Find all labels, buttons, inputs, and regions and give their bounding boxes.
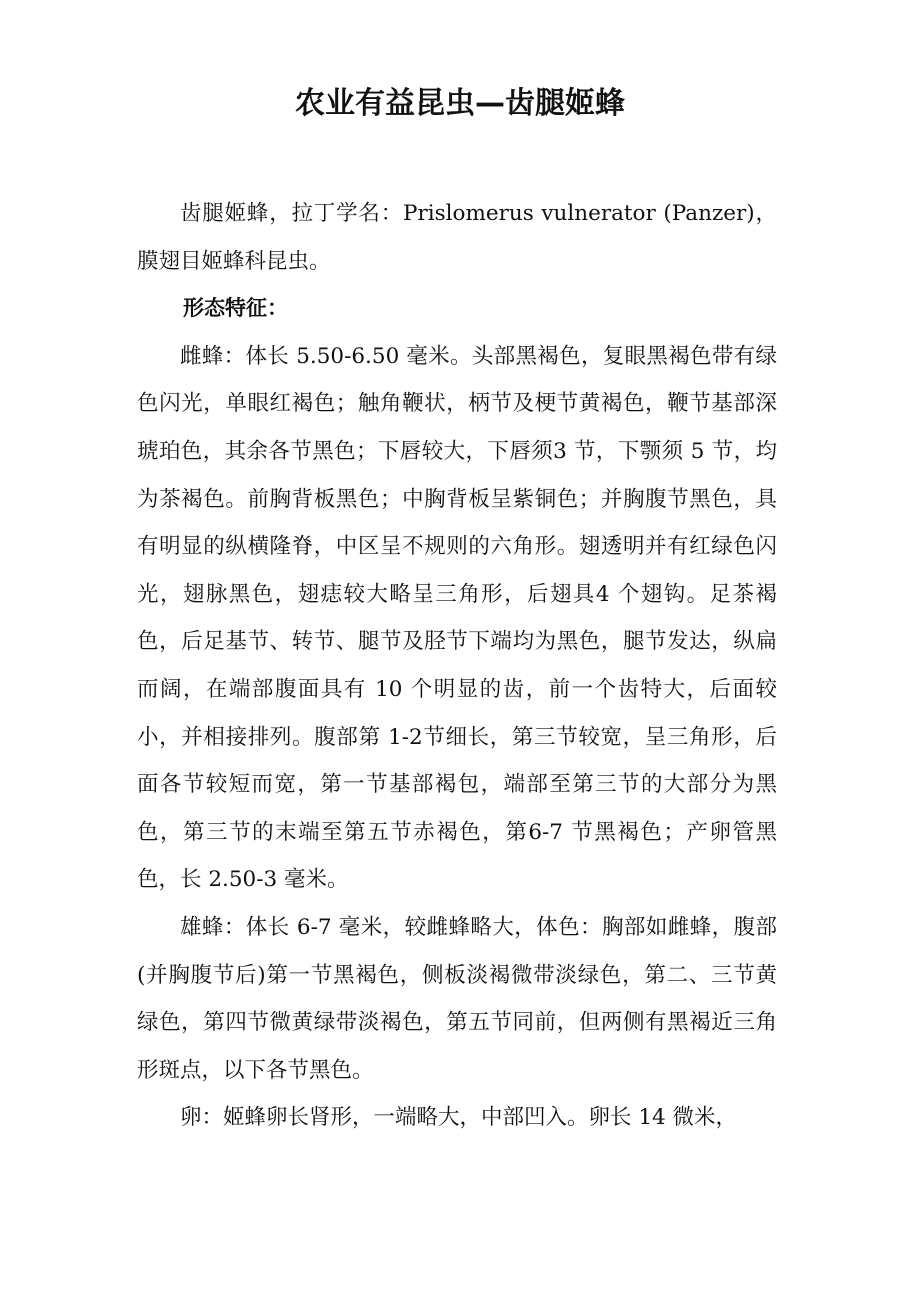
male-description-paragraph: 雄蜂：体长 6-7 毫米，较雌蜂略大，体色：胸部如雌蜂，腹部(并胸腹节后)第一节黑褐色，侧板淡褐微带淡绿色，第二、三节黄绿色，第四节微黄绿带淡褐色，第五节同前，但两侧有黑褐近三角形斑点，以下各节黑色。 — [137, 914, 777, 1083]
section-heading-morphology: 形态特征： — [183, 296, 288, 321]
female-description-paragraph: 雌蜂：体长 5.50-6.50 毫米。头部黑褐色，复眼黑褐色带有绿色闪光，单眼红褐色；触角鞭状，柄节及梗节黄褐色，鞭节基部深琥珀色，其余各节黑色；下唇较大，下唇须3 节，下颚须 5 节，均为茶褐色。前胸背板黑色；中胸背板呈紫铜色；并胸腹节黑色，具有明显的纵横隆脊，中区呈不规则的六角形。翅透明并有红绿色闪光，翅脉黑色，翅痣较大略呈三角形，后翅具4 个翅钩。足茶褐色，后足基节、转节、腿节及胫节下端均为黑色，腿节发达，纵扁而阔，在端部腹面具有 10 个明显的齿，前一个齿特大，后面较小，并相接排列。腹部第 1-2节细长，第三节较宽，呈三角形，后面各节较短而宽，第一节基部褐包，端部至第三节的大部分为黑色，第三节的末端至第五节赤褐色，第6-7 节黑褐色；产卵管黑色，长 2.50-3 毫米。 — [137, 343, 777, 893]
intro-paragraph: 齿腿姬蜂，拉丁学名：Prislomerus vulnerator (Panzer)，膜翅目姬蜂科昆虫。 — [137, 201, 777, 274]
egg-description-paragraph: 卵：姬蜂卵长肾形，一端略大，中部凹入。卵长 14 微米， — [180, 1105, 738, 1131]
document-title: 农业有益昆虫—齿腿姬蜂 — [295, 86, 625, 121]
document-body — [137, 190, 777, 1142]
